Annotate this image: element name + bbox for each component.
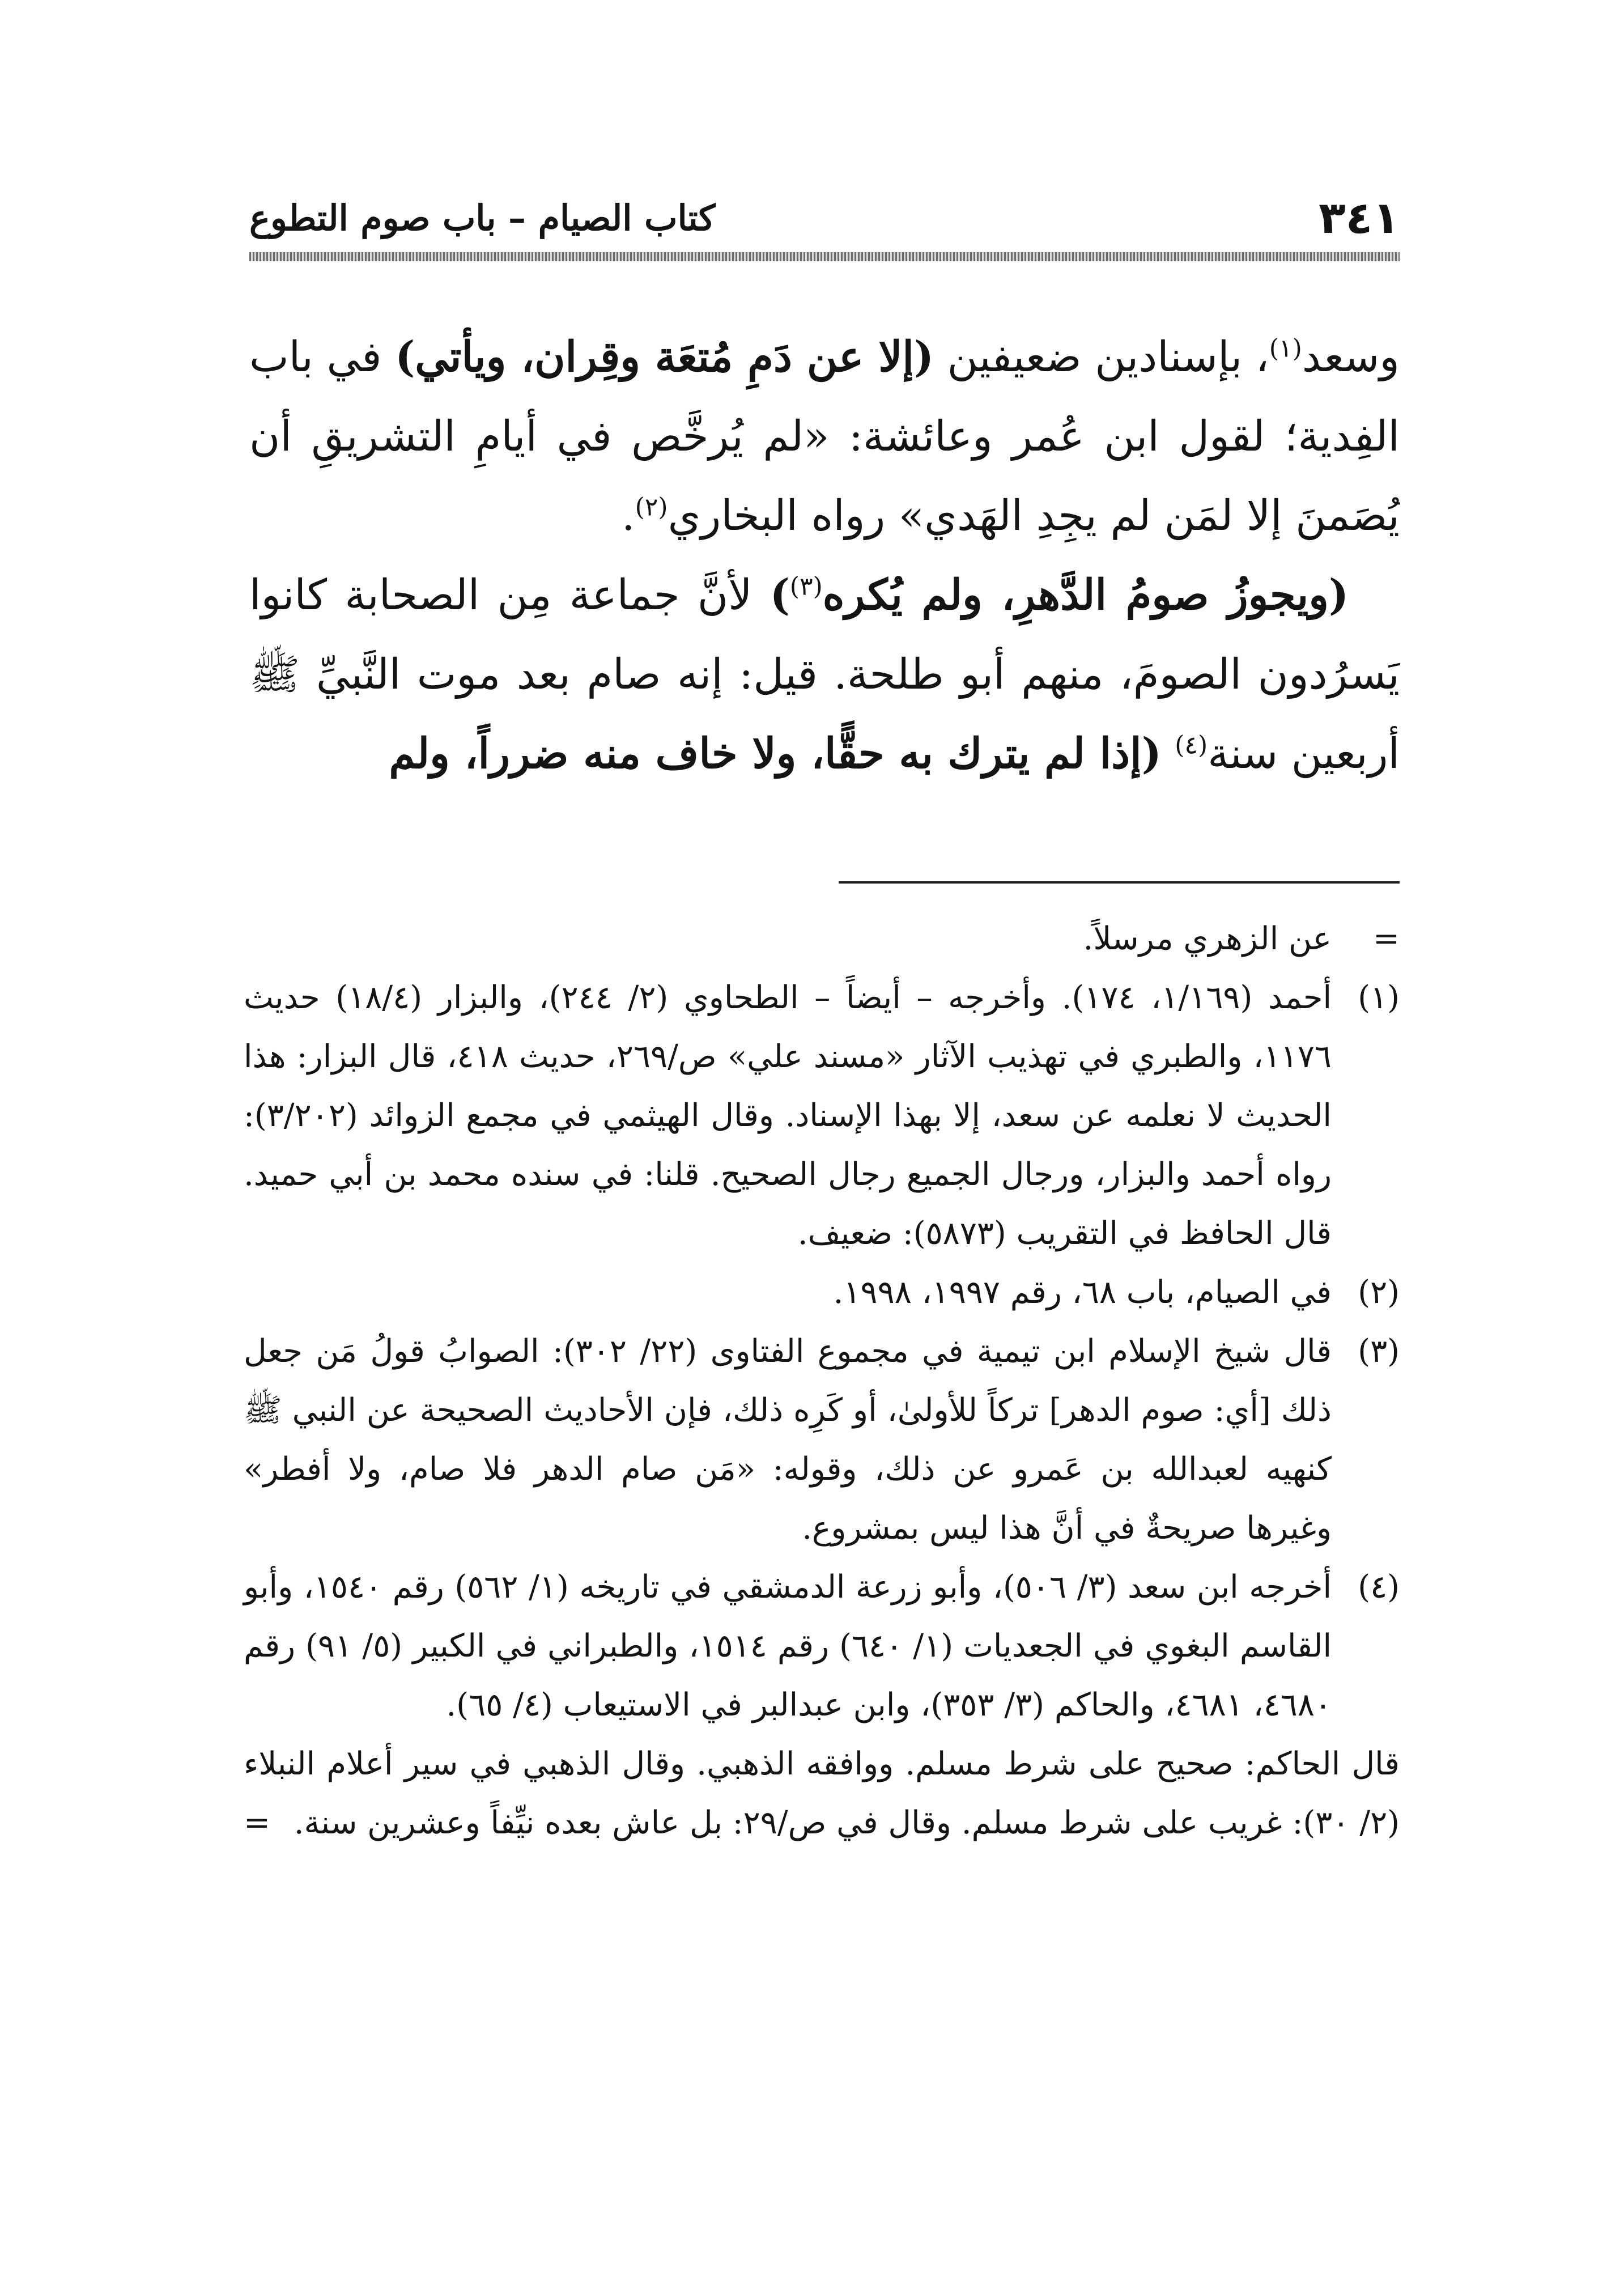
- main-text: [249, 317, 1400, 793]
- matn-bold-1: (إلا عن دَمِ مُتعَة وقِران، ويأتي): [395, 333, 934, 381]
- footnote-separator: [839, 881, 1400, 884]
- body-paragraph-1: وسعد$^{(١)}$، بإسنادين ضعيفين (إلا عن دَمِ مُتعَة وقِران، ويأتي) في باب الفِدية؛ لقول ابن عُمر وعائشة: «لم يُرخَّص في أيامِ التشريقِ أن يُصَمنَ إلا لمَن لم يجِدِ الهَدي» رواه البخاري$^{(٢)}$.: [249, 333, 1400, 540]
- footnote-text: أخرجه ابن سعد (٣/ ٥٠٦)، وأبو زرعة الدمشقي في تاريخه (١/ ٥٦٢) رقم ١٥٤٠، وأبو القاسم البغوي في الجعديات (١/ ٦٤٠) رقم ١٥١٤، والطبراني في الكبير (٥/ ٩١) رقم ٤٦٨٠، ٤٦٨١، والحاكم (٣/ ٣٥٣)، وابن عبدالبر في الاستيعاب (٤/ ٦٥).: [244, 1569, 1332, 1723]
- footnote-number: (٤): [1358, 1569, 1400, 1606]
- footnote-ref-2[interactable]: (٢): [635, 492, 668, 522]
- matn-bold-3: (إذا لم يترك به حقًّا، ولا خاف منه ضرراً، ولم: [389, 729, 1162, 778]
- header-rule: [249, 252, 1400, 261]
- continues-marker: =: [244, 1804, 270, 1841]
- footnote-trailing: [244, 1735, 1400, 1853]
- running-header: [249, 187, 1400, 249]
- footnote-ref-3[interactable]: (٣): [789, 572, 823, 601]
- continuation-marker: =: [1373, 920, 1400, 957]
- footnote-text: أحمد (١/١٦٩، ١٧٤). وأخرجه – أيضاً – الطحاوي (٢/ ٢٤٤)، والبزار (١٨/٤) حديث ١١٧٦، والطبري في تهذيب الآثار «مسند علي» ص/٢٦٩، حديث ٤١٨، قال البزار: هذا الحديث لا نعلمه عن سعد، إلا بهذا الإسناد. وقال الهيثمي في مجمع الزوائد (٣/٢٠٢): رواه أحمد والبزار، ورجال الجميع رجال الصحيح. قلنا: في سنده محمد بن أبي حميد. قال الحافظ في التقريب (٥٨٧٣): ضعيف.: [244, 979, 1332, 1252]
- chapter-title: كتاب الصيام – باب صوم التطوع: [249, 197, 716, 239]
- footnote-1: [244, 969, 1400, 1263]
- footnote-text: عن الزهري مرسلاً.: [1083, 920, 1332, 957]
- footnote-4: [244, 1558, 1400, 1735]
- footnote-2: [244, 1263, 1400, 1322]
- page-number: ٣٤١: [1319, 193, 1400, 244]
- footnote-text: قال شيخ الإسلام ابن تيمية في مجموع الفتاوى (٢٢/ ٣٠٢): الصوابُ قولُ مَن جعل ذلك [أي: صوم الدهر] تركاً للأولىٰ، أو كَرِه ذلك، فإن الأحاديث الصحيحة عن النبي ﷺ كنهيه لعبدالله بن عَمرو عن ذلك، وقوله: «مَن صام الدهر فلا صام، ولا أفطر» وغيرها صريحةٌ في أنَّ هذا ليس بمشروع.: [244, 1333, 1332, 1547]
- footnote-3: [244, 1322, 1400, 1558]
- footnote-ref-1[interactable]: (١): [1269, 334, 1302, 363]
- footnote-number: (٢): [1358, 1274, 1400, 1311]
- footnotes-section: [244, 910, 1400, 1853]
- footnote-ref-4[interactable]: (٤): [1175, 731, 1208, 760]
- matn-bold-2: (ويجوزُ صومُ الدَّهرِ، ولم يُكره: [822, 571, 1349, 619]
- footnote-text: في الصيام، باب ٦٨، رقم ١٩٩٧، ١٩٩٨.: [833, 1274, 1332, 1311]
- body-paragraph-2: (ويجوزُ صومُ الدَّهرِ، ولم يُكره$^{(٣)}$) لأنَّ جماعة مِن الصحابة كانوا يَسرُدون الصومَ، منهم أبو طلحة. قيل: إنه صام بعد موت النَّبيِّ ﷺ أربعين سنة$^{(٤)}$ (إذا لم يترك به حقًّا، ولا خاف منه ضرراً، ولم: [249, 571, 1400, 778]
- footnote-continued: [244, 910, 1400, 969]
- footnote-number: (٣): [1358, 1333, 1400, 1370]
- footnote-number: (١): [1358, 979, 1400, 1016]
- footnote-trailing-paragraph: قال الحاكم: صحيح على شرط مسلم. ووافقه الذهبي. وقال الذهبي في سير أعلام النبلاء (٢/ ٣٠): غريب على شرط مسلم. وقال في ص/٢٩: بل عاش بعده نيِّفاً وعشرين سنة.: [244, 1746, 1400, 1841]
